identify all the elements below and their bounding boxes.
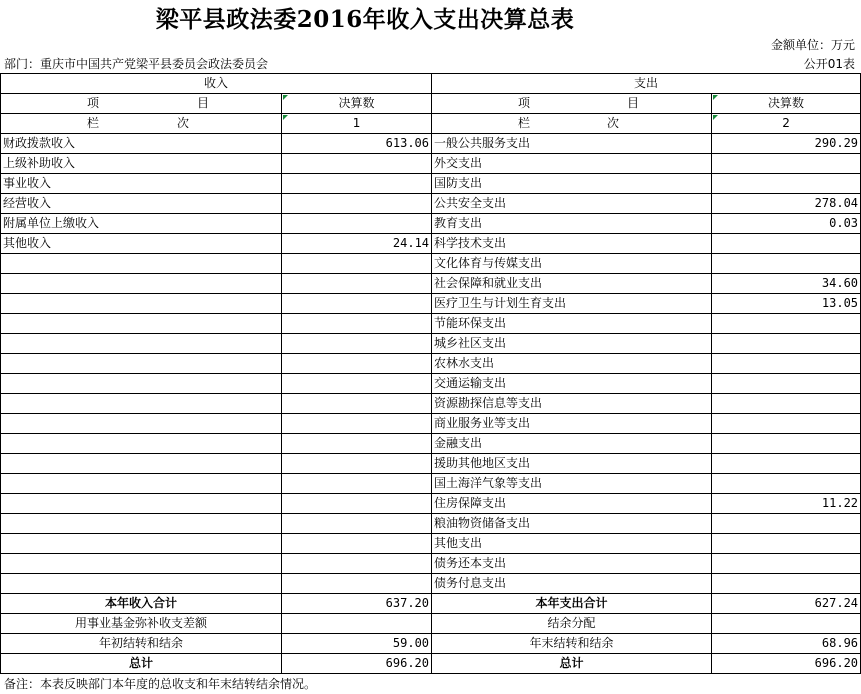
summary-row bbox=[1, 614, 861, 634]
table-row bbox=[1, 294, 861, 314]
table-row bbox=[1, 354, 861, 374]
item-label-b: 目 bbox=[627, 96, 640, 110]
column-number-row bbox=[1, 114, 861, 134]
summary-income-value: 59.00 bbox=[282, 634, 432, 654]
expense-value-cell bbox=[712, 174, 861, 194]
income-value-cell bbox=[282, 454, 432, 474]
income-value-cell bbox=[282, 514, 432, 534]
expense-value-cell bbox=[712, 334, 861, 354]
expense-item-cell: 公共安全支出 bbox=[432, 194, 712, 214]
expense-item-cell: 社会保障和就业支出 bbox=[432, 274, 712, 294]
expense-value-cell bbox=[712, 354, 861, 374]
column-header-row bbox=[1, 94, 861, 114]
table-row bbox=[1, 374, 861, 394]
summary-expense-label: 总计 bbox=[432, 654, 712, 674]
income-value-cell: 613.06 bbox=[282, 134, 432, 154]
table-row bbox=[1, 574, 861, 594]
expense-value-cell bbox=[712, 434, 861, 454]
table-row bbox=[1, 554, 861, 574]
expense-value-cell bbox=[712, 554, 861, 574]
expense-item-cell: 粮油物资储备支出 bbox=[432, 514, 712, 534]
income-value-cell bbox=[282, 414, 432, 434]
summary-income-label: 用事业基金弥补收支差额 bbox=[1, 614, 282, 634]
table-row bbox=[1, 314, 861, 334]
income-item-cell: 其他收入 bbox=[1, 234, 282, 254]
income-value-cell bbox=[282, 534, 432, 554]
income-value-cell bbox=[282, 374, 432, 394]
expense-value-cell: 13.05 bbox=[712, 294, 861, 314]
summary-row bbox=[1, 654, 861, 674]
income-item-cell bbox=[1, 554, 282, 574]
income-item-cell bbox=[1, 534, 282, 554]
income-item-cell bbox=[1, 454, 282, 474]
income-value-cell bbox=[282, 194, 432, 214]
table-row bbox=[1, 434, 861, 454]
expense-value-cell: 11.22 bbox=[712, 494, 861, 514]
table-row bbox=[1, 174, 861, 194]
expense-item-cell: 住房保障支出 bbox=[432, 494, 712, 514]
summary-expense-value: 696.20 bbox=[712, 654, 861, 674]
expense-amount-header: 决算数 bbox=[712, 94, 861, 114]
col-label-b: 次 bbox=[176, 116, 189, 130]
income-item-cell bbox=[1, 394, 282, 414]
income-value-cell bbox=[282, 174, 432, 194]
summary-income-label: 年初结转和结余 bbox=[1, 634, 282, 654]
income-amount-header: 决算数 bbox=[282, 94, 432, 114]
table-row bbox=[1, 534, 861, 554]
income-value-cell bbox=[282, 474, 432, 494]
expense-item-cell: 城乡社区支出 bbox=[432, 334, 712, 354]
expense-item-cell: 资源勘探信息等支出 bbox=[432, 394, 712, 414]
form-number: 公开01表 bbox=[803, 57, 855, 71]
expense-value-cell bbox=[712, 574, 861, 594]
income-item-cell bbox=[1, 254, 282, 274]
budget-table bbox=[0, 73, 861, 674]
income-value-cell bbox=[282, 274, 432, 294]
income-value-cell bbox=[282, 354, 432, 374]
expense-item-cell: 援助其他地区支出 bbox=[432, 454, 712, 474]
expense-col-label bbox=[432, 114, 712, 134]
table-row bbox=[1, 474, 861, 494]
summary-income-value bbox=[282, 614, 432, 634]
table-row bbox=[1, 414, 861, 434]
expense-value-cell bbox=[712, 414, 861, 434]
income-item-cell bbox=[1, 294, 282, 314]
income-value-cell bbox=[282, 334, 432, 354]
income-col-number: 1 bbox=[282, 114, 432, 134]
income-value-cell bbox=[282, 314, 432, 334]
income-item-cell bbox=[1, 514, 282, 534]
income-header: 收入 bbox=[1, 74, 432, 94]
expense-value-cell bbox=[712, 454, 861, 474]
expense-item-cell: 医疗卫生与计划生育支出 bbox=[432, 294, 712, 314]
expense-item-cell: 金融支出 bbox=[432, 434, 712, 454]
expense-item-cell: 科学技术支出 bbox=[432, 234, 712, 254]
expense-item-cell: 交通运输支出 bbox=[432, 374, 712, 394]
expense-col-number: 2 bbox=[712, 114, 861, 134]
summary-income-label: 本年收入合计 bbox=[1, 594, 282, 614]
expense-item-cell: 其他支出 bbox=[432, 534, 712, 554]
expense-value-cell bbox=[712, 314, 861, 334]
expense-item-cell: 节能环保支出 bbox=[432, 314, 712, 334]
income-item-cell bbox=[1, 354, 282, 374]
income-item-cell: 附属单位上缴收入 bbox=[1, 214, 282, 234]
expense-item-cell: 文化体育与传媒支出 bbox=[432, 254, 712, 274]
amount-unit: 金额单位：万元 bbox=[770, 38, 855, 52]
expense-value-cell: 0.03 bbox=[712, 214, 861, 234]
income-item-cell bbox=[1, 274, 282, 294]
item-label-a: 项 bbox=[87, 96, 100, 110]
table-row bbox=[1, 254, 861, 274]
expense-item-cell: 债务还本支出 bbox=[432, 554, 712, 574]
table-row bbox=[1, 454, 861, 474]
expense-item-cell: 国土海洋气象等支出 bbox=[432, 474, 712, 494]
report-title: 梁平县政法委2016年收入支出决算总表 bbox=[155, 6, 575, 33]
summary-row bbox=[1, 594, 861, 614]
expense-value-cell bbox=[712, 254, 861, 274]
summary-expense-label: 年末结转和结余 bbox=[432, 634, 712, 654]
summary-income-value: 637.20 bbox=[282, 594, 432, 614]
income-item-cell: 财政拨款收入 bbox=[1, 134, 282, 154]
income-value-cell bbox=[282, 554, 432, 574]
income-value-cell bbox=[282, 494, 432, 514]
income-value-cell bbox=[282, 254, 432, 274]
income-item-cell: 事业收入 bbox=[1, 174, 282, 194]
summary-expense-value: 627.24 bbox=[712, 594, 861, 614]
summary-expense-value: 68.96 bbox=[712, 634, 861, 654]
expense-item-cell: 教育支出 bbox=[432, 214, 712, 234]
summary-expense-value bbox=[712, 614, 861, 634]
table-row bbox=[1, 194, 861, 214]
col-label-a: 栏 bbox=[518, 116, 531, 130]
expense-value-cell bbox=[712, 394, 861, 414]
expense-value-cell bbox=[712, 154, 861, 174]
item-label-b: 目 bbox=[196, 96, 209, 110]
table-row bbox=[1, 154, 861, 174]
income-value-cell bbox=[282, 294, 432, 314]
table-row bbox=[1, 514, 861, 534]
department-label: 部门：重庆市中国共产党梁平县委员会政法委员会 bbox=[4, 57, 269, 71]
summary-expense-label: 本年支出合计 bbox=[432, 594, 712, 614]
expense-value-cell bbox=[712, 474, 861, 494]
item-label-a: 项 bbox=[518, 96, 531, 110]
col-label-a: 栏 bbox=[87, 116, 100, 130]
expense-item-cell: 商业服务业等支出 bbox=[432, 414, 712, 434]
income-item-cell bbox=[1, 414, 282, 434]
income-item-cell: 上级补助收入 bbox=[1, 154, 282, 174]
expense-value-cell bbox=[712, 374, 861, 394]
expense-value-cell: 34.60 bbox=[712, 274, 861, 294]
col-label-b: 次 bbox=[607, 116, 620, 130]
table-row bbox=[1, 494, 861, 514]
income-item-cell bbox=[1, 334, 282, 354]
income-value-cell bbox=[282, 214, 432, 234]
income-item-cell bbox=[1, 374, 282, 394]
expense-item-cell: 一般公共服务支出 bbox=[432, 134, 712, 154]
expense-item-cell: 国防支出 bbox=[432, 174, 712, 194]
income-value-cell bbox=[282, 154, 432, 174]
expense-value-cell bbox=[712, 234, 861, 254]
summary-income-label: 总计 bbox=[1, 654, 282, 674]
footnote: 备注：本表反映部门本年度的总收支和年末结转结余情况。 bbox=[4, 677, 317, 691]
expense-header: 支出 bbox=[432, 74, 861, 94]
income-item-cell: 经营收入 bbox=[1, 194, 282, 214]
income-value-cell bbox=[282, 434, 432, 454]
summary-income-value: 696.20 bbox=[282, 654, 432, 674]
income-item-cell bbox=[1, 314, 282, 334]
table-row bbox=[1, 214, 861, 234]
table-row bbox=[1, 234, 861, 254]
income-item-cell bbox=[1, 434, 282, 454]
expense-item-cell: 外交支出 bbox=[432, 154, 712, 174]
income-item-header bbox=[1, 94, 282, 114]
table-row bbox=[1, 274, 861, 294]
income-value-cell bbox=[282, 574, 432, 594]
expense-value-cell: 290.29 bbox=[712, 134, 861, 154]
expense-item-cell: 农林水支出 bbox=[432, 354, 712, 374]
table-row bbox=[1, 394, 861, 414]
income-value-cell bbox=[282, 394, 432, 414]
table-row bbox=[1, 334, 861, 354]
summary-expense-label: 结余分配 bbox=[432, 614, 712, 634]
expense-item-cell: 债务付息支出 bbox=[432, 574, 712, 594]
summary-row bbox=[1, 634, 861, 654]
expense-item-header bbox=[432, 94, 712, 114]
income-item-cell bbox=[1, 474, 282, 494]
expense-value-cell bbox=[712, 514, 861, 534]
income-value-cell: 24.14 bbox=[282, 234, 432, 254]
section-header-row bbox=[1, 74, 861, 94]
expense-value-cell bbox=[712, 534, 861, 554]
income-item-cell bbox=[1, 494, 282, 514]
table-row bbox=[1, 134, 861, 154]
income-item-cell bbox=[1, 574, 282, 594]
income-col-label bbox=[1, 114, 282, 134]
expense-value-cell: 278.04 bbox=[712, 194, 861, 214]
